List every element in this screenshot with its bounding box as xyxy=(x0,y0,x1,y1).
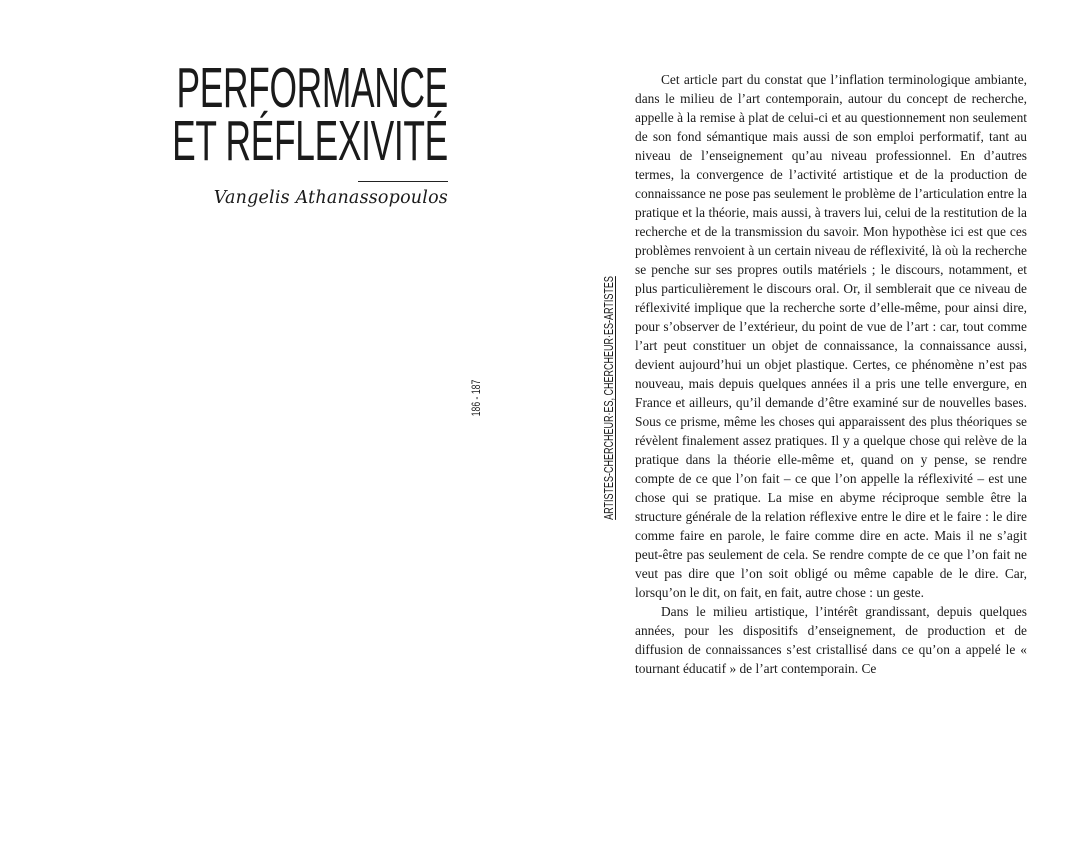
page-numbers: 186 - 187 xyxy=(469,379,483,417)
paragraph: Dans le milieu artistique, l’intérêt grandissant, depuis quelques années, pour les dispositifs d’enseignement, de production et de diffusion de connaissances s’est cristallisé dans ce qu’on a appelé le « tournant éducatif » de l’art contemporain. Ce xyxy=(635,604,1027,676)
article-body xyxy=(635,70,1027,678)
title-rule xyxy=(358,181,448,182)
section-title: ARTISTES-CHERCHEUR·ES, CHERCHEUR·ES-ARTISTES xyxy=(602,276,616,520)
paragraph: Cet article part du constat que l’inflation terminologique ambiante, dans le milieu de l’art contemporain, autour du concept de recherche, appelle à la remise à plat de celui-ci et au questionnement non seulement de son fond sémantique mais aussi de son emploi performatif, tant au niveau de l’enseignement qu’au niveau professionnel. En d’autres termes, la convergence de l’activité artistique et de la production de connaissance ne pose pas seulement le problème de l’articulation entre la pratique et la théorie, mais aussi, à travers lui, celui de la restitution de la recherche et de la transmission du savoir. Mon hypothèse ici est que ces problèmes renvoient à un certain niveau de réflexivité, là où la recherche se penche sur ses propres outils matériels ; le discours, notamment, et plus particulièrement le discours oral. Or, il semblerait que ce niveau de réflexivité implique que la recherche sorte d’elle-même, pour ainsi dire, pour s’observer de l’extérieur, du point de vue de l’art : car, tout comme l’art peut constituer un objet de connaissance, la connaissance aussi, devient aujourd’hui un objet plastique. Certes, ce phénomène n’est pas nouveau, mais depuis quelques années il a pris une telle envergure, en France et ailleurs, qu’il demande d’être examiné sur de nouvelles bases. Sous ce prisme, même les choses qui apparaissent des plus théoriques se révèlent finalement assez pratiques. Il y a quelque chose qui relève de la pratique dans la théorie elle-même et, quand on y pense, se rendre compte de ce que l’on fait – ce que l’on appelle la réflexivité – est une chose qui se pratique. La mise en abyme réciproque semble être la structure générale de la relation réflexive entre le dire et le faire : le dire comme faire en parole, le faire comme dire en acte. Mais il ne s’agit peut-être pas seulement de cela. Se rendre compte de ce que l’on fait ne veut pas dire que l’on soit obligé ou même capable de le dire. Car, lorsqu’on le dit, on fait, en fait, autre chose : un geste. xyxy=(635,72,1027,600)
article-title xyxy=(172,56,448,173)
title-line-1: PERFORMANCE xyxy=(176,56,448,120)
title-line-2: ET RÉFLEXIVITÉ xyxy=(172,109,448,173)
author-name: Vangelis Athanassopoulos xyxy=(213,188,448,208)
